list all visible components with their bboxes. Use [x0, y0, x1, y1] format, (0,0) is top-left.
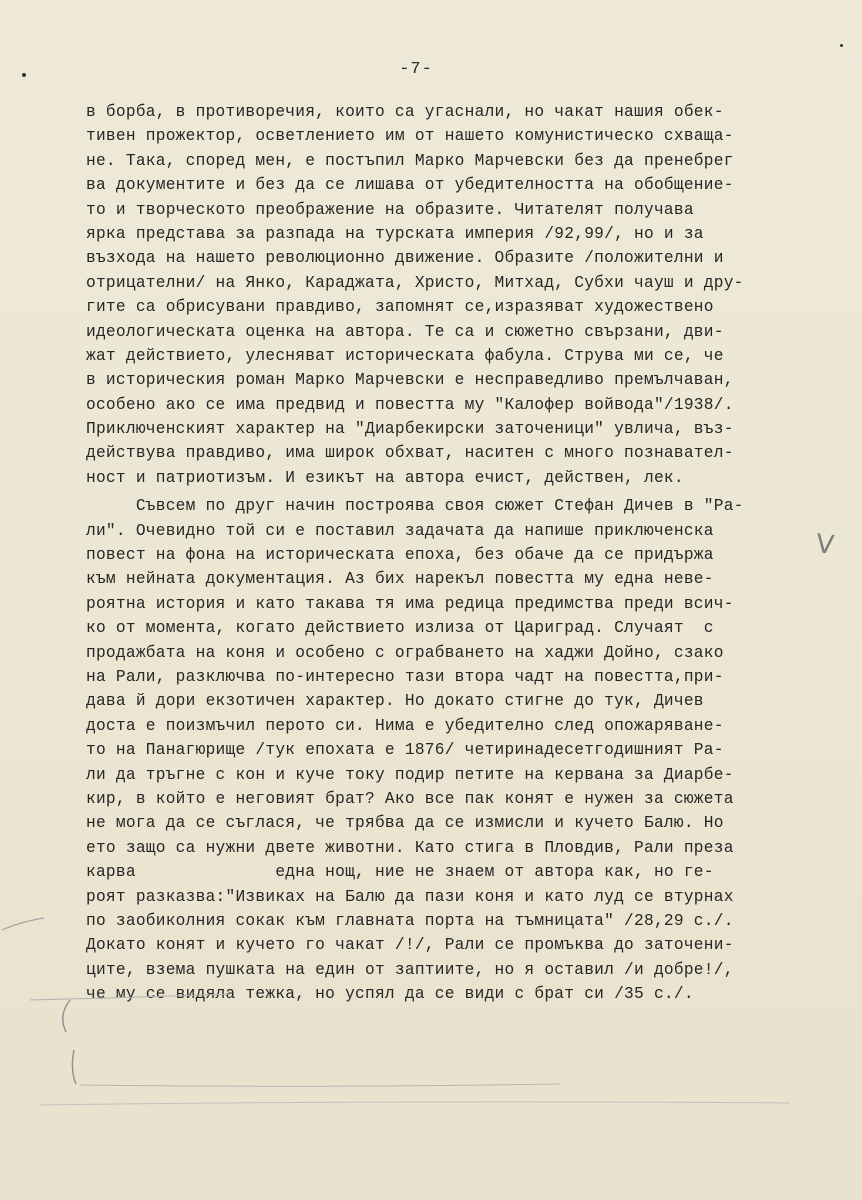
text-line: повест на фона на историческата епоха, без обаче да се придържа [86, 546, 714, 565]
text-line: ето защо са нужни двете животни. Като стига в Пловдив, Рали преза [86, 838, 734, 857]
pencil-stroke [2, 918, 44, 930]
text-line: жат действието, улесняват историческата фабула. Струва ми се, че [86, 346, 724, 365]
text-line: по заобиколния сокак към главната порта на тъмницата" /28,29 с./. [86, 911, 734, 930]
paragraph-start-line: Съвсем по друг начин построява своя сюжет Стефан Дичев в "Ра- [86, 497, 744, 516]
text-line: ко от момента, когато действието излиза от Цариград. Случаят с [86, 619, 714, 638]
text-line: ли да тръгне с кон и куче току подир петите на кервана за Диарбе- [86, 765, 734, 784]
text-line: към нейната документация. Аз бих нарекъл повестта му една неве- [86, 570, 714, 589]
text-line: дава й дори екзотичен характер. Но докато стигне до тук, Дичев [86, 692, 704, 711]
text-line: роят разказва:"Извиках на Балю да пази коня и като луд се втурнах [86, 887, 734, 906]
text-line: Приключенският характер на "Диарбекирски заточеници" увлича, въз- [86, 420, 734, 439]
pencil-stroke [40, 1102, 790, 1105]
pencil-bracket [63, 1000, 70, 1032]
text-line: че му се видяла тежка, но успял да се види с брат си /35 с./. [86, 985, 694, 1004]
text-line: гите са обрисувани правдиво, запомнят се,изразяват художествено [86, 298, 714, 317]
pencil-stroke [80, 1084, 560, 1086]
text-line: доста е поизмъчил перото си. Нима е убедително след опожаряване- [86, 716, 724, 735]
pencil-stroke [30, 994, 230, 1000]
text-line: възхода на нашето революционно движение. Образите /положителни и [86, 249, 724, 268]
text-line: отрицателни/ на Янко, Караджата, Христо, Митхад, Субхи чауш и дру- [86, 273, 744, 292]
text-line: в историческия роман Марко Марчевски е несправедливо премълчаван, [86, 371, 734, 390]
text-line: карва една нощ, ние не знаем от автора как, но ге- [86, 863, 714, 882]
text-line: тивен прожектор, осветлението им от нашето комунистическо схваща- [86, 127, 734, 146]
text-line: ярка представа за разпада на турската империя /92,99/, но и за [86, 224, 704, 243]
text-line: идеологическата оценка на автора. Те са и сюжетно свързани, дви- [86, 322, 724, 341]
text-line: действува правдиво, има широк обхват, наситен с много познавател- [86, 444, 734, 463]
text-line: то на Панагюрище /тук епохата е 1876/ четиринадесетгодишният Ра- [86, 741, 724, 760]
text-line: ва документите и без да се лишава от убедителността на обобщение- [86, 176, 734, 195]
text-line: роятна история и като такава тя има редица предимства преди всич- [86, 594, 734, 613]
margin-check-mark: V [814, 529, 836, 561]
text-line: ност и патриотизъм. И езикът на автора ечист, действен, лек. [86, 468, 684, 487]
page-number: -7- [399, 60, 433, 79]
text-line: Докато конят и кучето го чакат /!/, Рали се промъква до заточени- [86, 936, 734, 955]
text-line: кир, в който е неговият брат? Ако все пак конят е нужен за сюжета [86, 789, 734, 808]
text-line: не. Така, според мен, е постъпил Марко Марчевски без да пренебрег [86, 151, 734, 170]
text-line: особено ако се има предвид и повестта му "Калофер войвода"/1938/. [86, 395, 734, 414]
text-line: в борба, в противоречия, които са угаснали, но чакат нашия обек- [86, 103, 724, 121]
text-line: ците, взема пушката на един от заптиите, но я оставил /и добре!/, [86, 960, 734, 979]
text-line: ли". Очевидно той си е поставил задачата да напише приключенска [86, 521, 714, 540]
text-line: на Рали, разключва по-интересно тази втора чадт на повестта,при- [86, 667, 724, 686]
text-line: то и творческото преображение на образите. Читателят получава [86, 200, 694, 219]
pencil-bracket [72, 1050, 76, 1084]
text-line: продажбата на коня и особено с ограбването на хаджи Дойно, сзако [86, 643, 724, 662]
text-line: не мога да се съглася, че трябва да се измисли и кучето Балю. Но [86, 814, 724, 833]
